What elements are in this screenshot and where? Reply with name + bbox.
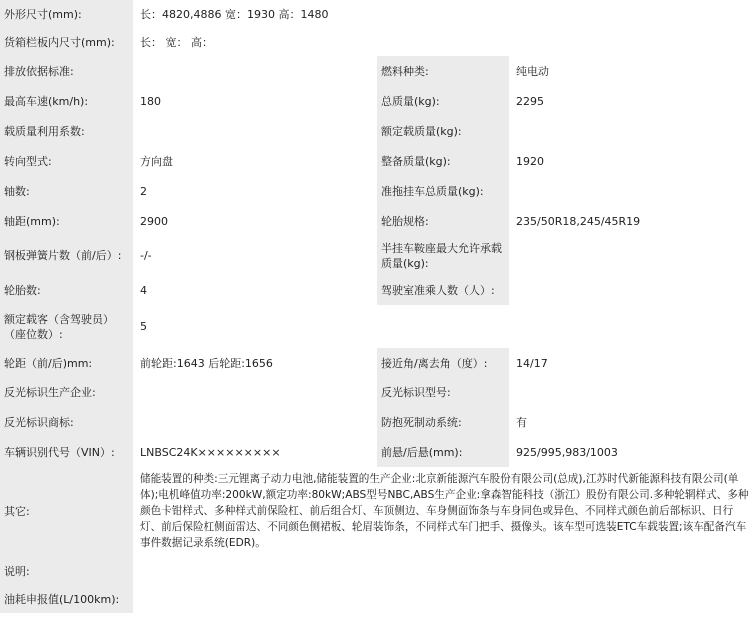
spec-label-cargo-box-dimensions: 货箱栏板内尺寸(mm): — [0, 28, 133, 56]
spec-value-abs: 有 — [512, 407, 750, 437]
spec-value-rated-payload — [512, 116, 750, 146]
spec-label-tire-spec: 轮胎规格: — [377, 206, 509, 236]
spec-label-rated-payload: 额定载质量(kg): — [377, 116, 509, 146]
spec-value-max-speed: 180 — [136, 86, 374, 116]
spec-label-axle-count: 轴数: — [0, 176, 133, 206]
spec-value-dimensions: 长：4820,4886 宽：1930 高：1480 — [136, 0, 750, 28]
spec-label-leaf-spring-count: 钢板弹簧片数（前/后）: — [0, 236, 133, 275]
spec-value-wheelbase: 2900 — [136, 206, 374, 236]
spec-value-load-utilization — [136, 116, 374, 146]
spec-value-curb-mass: 1920 — [512, 146, 750, 176]
spec-label-rated-seats: 额定载客（含驾驶员）（座位数）: — [0, 305, 133, 348]
spec-value-other: 储能装置的种类:三元锂离子动力电池,储能装置的生产企业:北京新能源汽车股份有限公司(总成),江苏时代新能源科技有限公司(单体);电机峰值功率:200kW,额定功率:80kW;ABS型号NBC,ABS生产企业:拿森智能科技（浙江）股份有限公司.多种轮辋样式、多种颜色卡钳样式、多种样式前保险杠、前后组合灯、车顶侧边、车身侧面饰条与车身同色或异色、不同样式颜色前后部标识、日行灯、前后保险杠侧面雷达、不同颜色侧裙板、轮眉装饰条，不同样式车门把手、摄像头。该车型可选装ETC车载装置;该车配备汽车事件数据记录系统(EDR)。 — [136, 467, 750, 556]
spec-value-trailer-mass — [512, 176, 750, 206]
spec-value-tire-spec: 235/50R18,245/45R19 — [512, 206, 750, 236]
spec-value-cargo-box-dimensions: 长： 宽： 高： — [136, 28, 750, 56]
spec-label-gross-mass: 总质量(kg): — [377, 86, 509, 116]
spec-label-steering-type: 转向型式: — [0, 146, 133, 176]
spec-value-track-width: 前轮距:1643 后轮距:1656 — [136, 348, 374, 378]
spec-label-max-speed: 最高车速(km/h): — [0, 86, 133, 116]
spec-label-cab-occupants: 驾驶室准乘人数（人）: — [377, 275, 509, 305]
spec-label-tire-count: 轮胎数: — [0, 275, 133, 305]
spec-label-reflector-model: 反光标识型号: — [377, 378, 509, 407]
spec-value-approach-departure-angle: 14/17 — [512, 348, 750, 378]
spec-label-emission-standard: 排放依据标准: — [0, 56, 133, 86]
spec-label-notes: 说明: — [0, 556, 133, 586]
spec-value-rated-seats: 5 — [136, 305, 374, 348]
spec-label-trailer-mass: 准拖挂车总质量(kg): — [377, 176, 509, 206]
spec-label-track-width: 轮距（前/后)mm: — [0, 348, 133, 378]
spec-value-overhang: 925/995,983/1003 — [512, 437, 750, 467]
spec-label-saddle-load: 半挂车鞍座最大允许承载质量(kg): — [377, 236, 509, 275]
spec-label-curb-mass: 整备质量(kg): — [377, 146, 509, 176]
spec-label-fuel-type: 燃料种类: — [377, 56, 509, 86]
spec-value-empty — [512, 305, 750, 348]
spec-label-overhang: 前悬/后悬(mm): — [377, 437, 509, 467]
spec-label-wheelbase: 轴距(mm): — [0, 206, 133, 236]
spec-value-steering-type: 方向盘 — [136, 146, 374, 176]
spec-label-abs: 防抱死制动系统: — [377, 407, 509, 437]
spec-value-axle-count: 2 — [136, 176, 374, 206]
spec-value-leaf-spring-count: -/- — [136, 236, 374, 275]
spec-value-reflector-trademark — [136, 407, 374, 437]
spec-label-reflector-manufacturer: 反光标识生产企业: — [0, 378, 133, 407]
spec-value-fuel-type: 纯电动 — [512, 56, 750, 86]
spec-value-fuel-consumption — [136, 586, 750, 613]
spec-value-tire-count: 4 — [136, 275, 374, 305]
spec-label-empty — [377, 305, 509, 348]
spec-label-fuel-consumption: 油耗申报值(L/100km): — [0, 586, 133, 613]
spec-value-reflector-manufacturer — [136, 378, 374, 407]
spec-value-cab-occupants — [512, 275, 750, 305]
spec-label-reflector-trademark: 反光标识商标: — [0, 407, 133, 437]
spec-value-notes — [136, 556, 750, 586]
spec-label-dimensions: 外形尺寸(mm): — [0, 0, 133, 28]
spec-value-reflector-model — [512, 378, 750, 407]
spec-label-vin: 车辆识别代号（VIN）: — [0, 437, 133, 467]
spec-value-vin: LNBSC24K××××××××× — [136, 437, 374, 467]
spec-label-approach-departure-angle: 接近角/离去角（度）: — [377, 348, 509, 378]
spec-label-load-utilization: 载质量利用系数: — [0, 116, 133, 146]
spec-value-saddle-load — [512, 236, 750, 275]
spec-label-other: 其它: — [0, 467, 133, 556]
spec-value-emission-standard — [136, 56, 374, 86]
spec-value-gross-mass: 2295 — [512, 86, 750, 116]
